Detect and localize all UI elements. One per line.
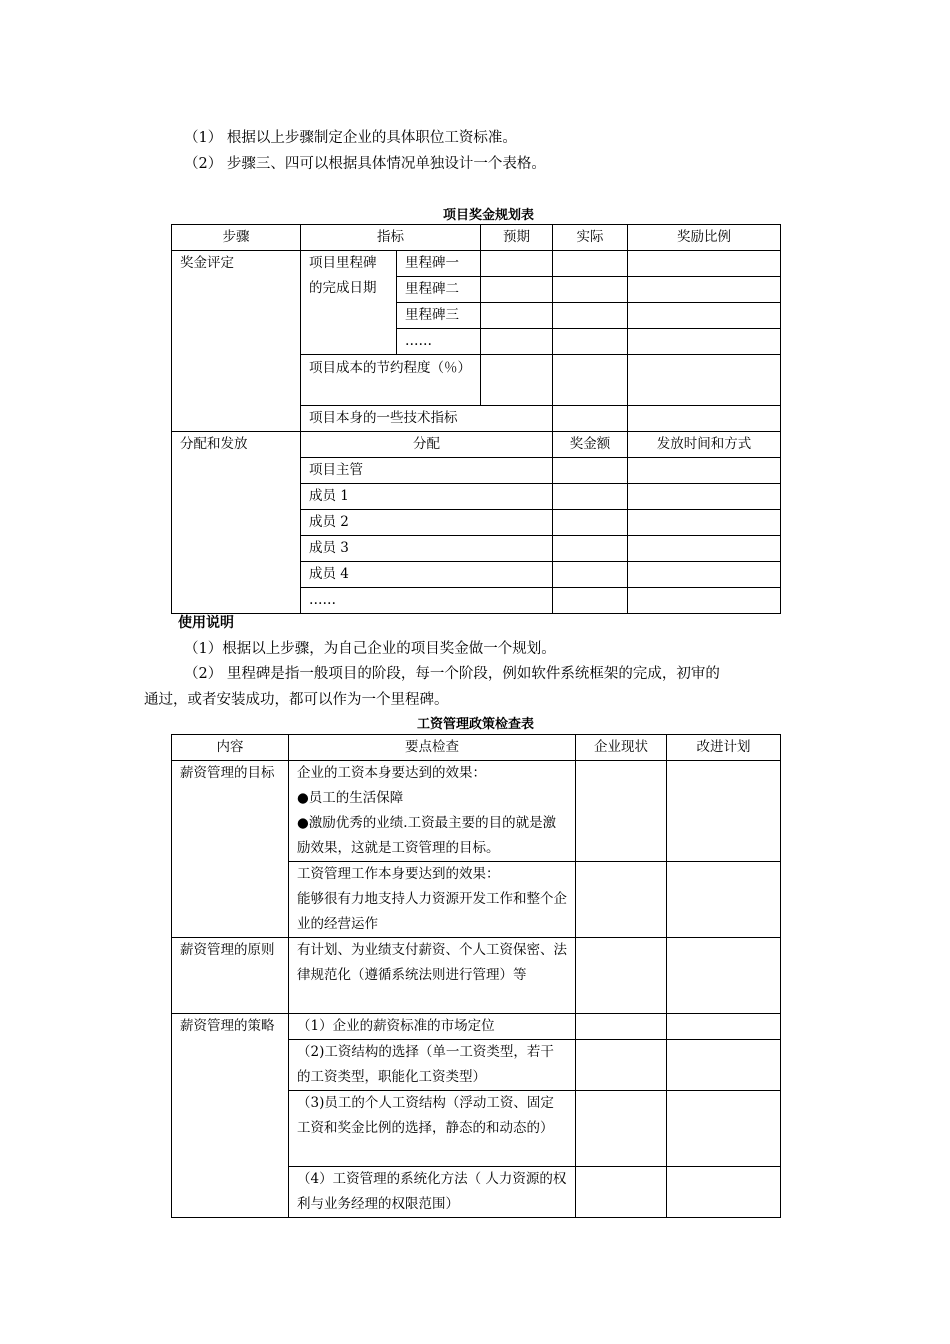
cell	[628, 355, 781, 406]
cell	[667, 1014, 781, 1040]
dist-row-label: 成员 4	[301, 562, 553, 588]
header-checkpoints: 要点检查	[289, 735, 576, 761]
cell	[667, 761, 781, 862]
cell	[667, 1091, 781, 1167]
policy-check-table	[171, 734, 781, 1218]
dist-header-time-method: 发放时间和方式	[628, 432, 781, 458]
cell	[628, 484, 781, 510]
bonus-table-title: 项目奖金规划表	[443, 208, 535, 223]
cell	[553, 510, 628, 536]
cell	[576, 938, 667, 1014]
cell	[628, 277, 781, 303]
strategy-item: （3)员工的个人工资结构（浮动工资、固定工资和奖金比例的选择，静态的和动态的）	[289, 1091, 576, 1167]
strategy-item: （2)工资结构的选择（单一工资类型，若干的工资类型，职能化工资类型）	[289, 1040, 576, 1091]
cell	[576, 1091, 667, 1167]
distribution-label: 分配和发放	[172, 432, 301, 614]
header-reward-ratio: 奖励比例	[628, 225, 781, 251]
cell	[553, 277, 628, 303]
cell	[481, 329, 553, 355]
cell	[576, 1167, 667, 1218]
cell	[576, 1014, 667, 1040]
cell	[553, 562, 628, 588]
header-step: 步骤	[172, 225, 301, 251]
dist-row-label: 成员 3	[301, 536, 553, 562]
cell	[481, 303, 553, 329]
cell	[553, 458, 628, 484]
header-indicator: 指标	[301, 225, 481, 251]
cell	[553, 536, 628, 562]
cell	[628, 251, 781, 277]
cell	[553, 484, 628, 510]
cell	[481, 277, 553, 303]
cell	[553, 406, 628, 432]
usage-line-2a: （2） 里程碑是指一般项目的阶段，每一个阶段，例如软件系统框架的完成，初审的	[184, 666, 720, 682]
cell	[553, 303, 628, 329]
goal-b-line: 工资管理工作本身要达到的效果：	[297, 866, 500, 882]
strategy-item: （1）企业的薪资标准的市场定位	[289, 1014, 576, 1040]
cell	[667, 1040, 781, 1091]
goal-a-line: 企业的工资本身要达到的效果：	[297, 765, 486, 781]
cost-saving-label: 项目成本的节约程度（％）	[301, 355, 481, 406]
cell	[628, 329, 781, 355]
cell	[553, 329, 628, 355]
goal-b-line: 能够很有力地支持人力资源开发工作和整个企业的经营运作	[297, 891, 567, 932]
cell	[628, 406, 781, 432]
header-improvement-plan: 改进计划	[667, 735, 781, 761]
milestone-label: 项目里程碑的完成日期	[301, 251, 397, 355]
cell	[667, 1167, 781, 1218]
cell	[576, 1040, 667, 1091]
goal-a-line: ●员工的生活保障	[297, 790, 404, 806]
cell	[628, 562, 781, 588]
cell	[628, 536, 781, 562]
dist-row-label: ……	[301, 588, 553, 614]
header-expected: 预期	[481, 225, 553, 251]
cell	[481, 251, 553, 277]
cell	[576, 862, 667, 938]
dist-row-label: 成员 2	[301, 510, 553, 536]
intro-line-1: （1） 根据以上步骤制定企业的具体职位工资标准。	[184, 130, 517, 146]
goal-point-a	[289, 761, 576, 862]
cell	[576, 761, 667, 862]
cell	[667, 938, 781, 1014]
strategy-item: （4）工资管理的系统化方法（ 人力资源的权利与业务经理的权限范围）	[289, 1167, 576, 1218]
dist-header-amount: 奖金额	[553, 432, 628, 458]
usage-line-2b: 通过，或者安装成功，都可以作为一个里程碑。	[144, 692, 449, 708]
principle-label: 薪资管理的原则	[172, 938, 289, 1014]
usage-heading: 使用说明	[178, 615, 234, 631]
header-actual: 实际	[553, 225, 628, 251]
header-content: 内容	[172, 735, 289, 761]
goal-point-b	[289, 862, 576, 938]
cell	[628, 458, 781, 484]
cell	[553, 251, 628, 277]
dist-row-label: 项目主管	[301, 458, 553, 484]
milestone-item: 里程碑三	[397, 303, 481, 329]
cell	[553, 588, 628, 614]
dist-row-label: 成员 1	[301, 484, 553, 510]
goal-label: 薪资管理的目标	[172, 761, 289, 938]
cell	[553, 355, 628, 406]
strategy-label: 薪资管理的策略	[172, 1014, 289, 1218]
cell	[628, 303, 781, 329]
policy-table-title: 工资管理政策检查表	[417, 717, 535, 732]
milestone-item: ……	[397, 329, 481, 355]
cell	[481, 355, 553, 406]
tech-indicator-label: 项目本身的一些技术指标	[301, 406, 553, 432]
cell	[628, 510, 781, 536]
cell	[628, 588, 781, 614]
milestone-item: 里程碑一	[397, 251, 481, 277]
principle-text: 有计划、为业绩支付薪资、个人工资保密、法律规范化（遵循系统法则进行管理）等	[289, 938, 576, 1014]
intro-line-2: （2） 步骤三、四可以根据具体情况单独设计一个表格。	[184, 156, 546, 172]
goal-a-line: ●激励优秀的业绩.工资最主要的目的就是激励效果，这就是工资管理的目标。	[297, 815, 557, 856]
bonus-assess-label: 奖金评定	[172, 251, 301, 432]
usage-line-1: （1）根据以上步骤，为自己企业的项目奖金做一个规划。	[184, 641, 556, 657]
dist-header-allocation: 分配	[301, 432, 553, 458]
bonus-plan-table	[171, 224, 781, 614]
header-current-status: 企业现状	[576, 735, 667, 761]
cell	[667, 862, 781, 938]
milestone-item: 里程碑二	[397, 277, 481, 303]
